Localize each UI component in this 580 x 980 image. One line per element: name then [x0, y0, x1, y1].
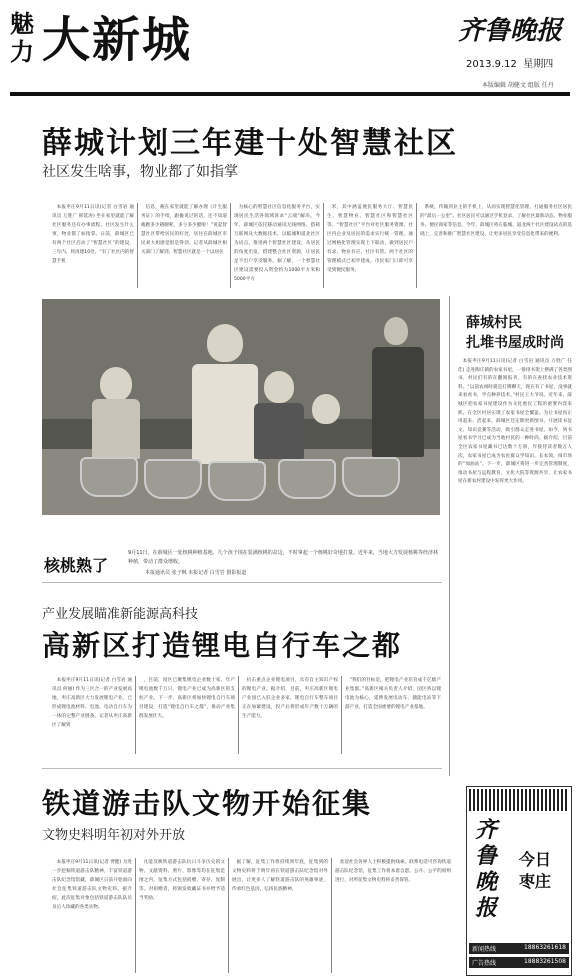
walnut-tub: [80, 457, 138, 497]
child-shirt: [254, 403, 304, 459]
article1-subhead: 社区发生啥事，物业都了如指掌: [42, 164, 238, 180]
article3-column: 据了解，征集工作将持续到年底，征集到的文物史料将于明年初在铁道游击队纪念馆对外展出，让更多人了解铁道游击队的英雄事迹，传承红色基因，弘扬民族精神。: [232, 860, 328, 892]
section-title: 大新城: [42, 12, 193, 68]
column-divider: [416, 203, 417, 288]
walnut-tub: [278, 459, 336, 499]
issue-date: [466, 55, 553, 70]
article3-subhead: 文物史料明年初对外开放: [42, 828, 186, 843]
ad-box: [466, 786, 572, 976]
walnut-tub: [208, 461, 266, 501]
ad-phone-label: 新闻热线: [472, 946, 497, 953]
ad-phone-number: 18883261508: [524, 958, 566, 965]
walnut-tub: [342, 457, 400, 497]
walnut-photo: [42, 299, 440, 515]
column-divider: [135, 858, 136, 973]
child-head: [207, 324, 243, 362]
column-divider: [341, 676, 342, 754]
ad-phone-label: 广告热线: [472, 960, 497, 967]
article2-kicker: 产业发展瞄准新能源高科技: [42, 607, 199, 622]
ad-phone-row: [469, 943, 569, 954]
article2-headline: 高新区打造锂电自行车之都: [42, 629, 403, 662]
article2-column: 本报枣庄9月11日讯(记者 白雪岩 通讯员 何丽) 作为三区合一的产业发展高地，枣庄高新区大力发展锂电产业，已形成锂电池材料、电池、电动自行车为一体的完整产业链条。记者从枣庄高新区了解到: [52, 678, 132, 728]
side-headline-1: 薛城村民: [466, 315, 522, 331]
photo-credit: 本报通讯员 张子枫 本报记者 白雪岩 摄影报道: [145, 570, 247, 576]
adult-head: [384, 317, 408, 345]
column-divider: [323, 203, 324, 288]
ad-brand: 齐鲁晚报: [475, 817, 498, 921]
paper-logo: 齐鲁晚报: [458, 16, 563, 46]
side-story-body: 本报枣庄9月11日讯(记者 白雪岩 通讯员 万胜广 任佳) 走进陶庄镇的农家书屋，一排排书架上摆满了各类图书，村民们有的在翻阅报刊，有的在查找农业技术资料。“以前农闲时就是打牌聊天，现在有了书屋，没事就来看看书，学点种养技术。”村民王大爷说。近年来，薛城区把农家书屋建设作为文化惠民工程的重要内容来抓，在全区村居实现了农家书屋全覆盖。为让书屋真正用起来、活起来，薛城区还定期更新图书，开展读书征文、知识竞赛等活动，吸引群众走进书屋。如今，到书屋看书学习已成为当地村民的一种时尚。据介绍，目前全区农家书屋藏书已达数十万册，年接待读者数万人次，农家书屋已成为农民群众学知识、长本领、闯市场的“加油站”。下一步，薛城区将进一步完善管理制度，推动书屋与远程教育、文化大院等资源共享，让农家书屋在新农村建设中发挥更大作用。: [458, 359, 572, 485]
child-head: [100, 367, 132, 401]
child-head: [312, 394, 340, 424]
child-shirt: [92, 399, 140, 459]
editors-line: 本版编辑 胡健文 组版 任丹: [482, 82, 554, 89]
article3-headline: 铁道游击队文物开始征集: [42, 787, 373, 820]
article1-column: 系统，传输到业主的手机上，从而实现智慧化管理，打通服务社区居民的“最后一公里”。社区居民可以通过手机登录，了解社区最新动态、物业服务、便民商家等信息。今年，薛城区将在临城、道北两个社区建设试点的基础上，完善和推广智慧社区建设，让更多居民享受信息化带来的便利。: [420, 205, 572, 237]
photo-caption: 9月11日，在薛城区一处核桃种植基地，几个孩子围在装满核桃的盆边，不时拿起一个核桃好奇地打量。近年来，当地大力发展核桃等经济林种植，带动了群众增收。: [128, 550, 438, 565]
ad-phone-row: [469, 957, 569, 968]
side-divider: [449, 296, 450, 776]
article1-column: 本报枣庄9月11日讯(记者 白雪岩 通讯员 万胜广 韩延涛) 坐在家里就能了解社区服务还有办事流程、社区发生什么事，物业都了如指掌。日前，薛城区已有两个社区启动了“智慧社区”的建设，三年内，将再建10处。“有了社区内的智慧手机: [52, 205, 134, 264]
column-divider: [135, 676, 136, 754]
adult-shirt: [372, 347, 424, 457]
date: 2013.9.12: [466, 59, 517, 70]
section-rule: [42, 768, 442, 769]
article3-column: 凡能反映铁道游击队抗日斗争历史的文物、文献资料、照片、影像等均在征集范围之内，征集方式包括捐赠、寄存、复制等。对捐赠者，将颁发收藏证书并给予适当奖励。: [139, 860, 225, 901]
article3-column: 本报枣庄9月11日讯(记者 贾健) 为进一步挖掘铁道游击队精神，丰富铁道游击队纪念馆馆藏，薛城区日前开始面向社会征集铁道游击队文物史料。据介绍，此次征集对象包括铁道游击队队员及后人珍藏的各类实物。: [52, 860, 132, 910]
column-divider: [238, 676, 239, 754]
article1-headline: 薛城计划三年建十处智慧社区: [42, 126, 458, 161]
photo-title: 核桃熟了: [44, 556, 109, 575]
column-divider: [228, 858, 229, 973]
child-shirt: [192, 364, 258, 464]
article2-column: 抗击重点企业锂电项目，具有自主知识产权的锂电产业。据介绍，目前，枣庄高新区锂电产业园已入驻企业多家，锂电自行车整车项目正在加紧建设，投产后将形成年产数十万辆的生产能力。: [242, 678, 338, 719]
column-divider: [137, 203, 138, 288]
column-divider: [230, 203, 231, 288]
article1-column: 信息，俺在家里就能了解办理《计生服务证》的手续，跟俺说过的话，还不知道俺跑多少趟腿呢，多亏多少腿啦！”说起智慧社区带给居民的好处，居住在薛城区市民刘大姐感觉很是得劲。记者从薛城区相关部门了解到，智慧社区就是一个以居住: [141, 205, 227, 255]
weekday: 星期四: [523, 59, 554, 70]
article1-column: 为核心的智慧社区信息化服务平台，实现居民生活各领域诉求“云端”解决。今年，薛城区依托移动通讯无线网络、搭载互联网及大数据技术，以临城和道北社区为试点，推进两个智慧社区建设，从居民的角度出发，搭建整合社区资源，让居民足不出户享受服务。据了解，一个智慧社区建设需要投入资金约为1000平方米和5000平方: [234, 205, 320, 282]
ad-stripes: [469, 789, 569, 811]
walnut-tub: [144, 459, 202, 499]
section-vertical-label: 魅力: [10, 10, 34, 66]
child-head: [264, 371, 294, 403]
ad-line-1: 今日: [519, 850, 552, 869]
side-headline-2: 扎堆书屋成时尚: [466, 335, 564, 351]
article2-column: “我们的目标是，把锂电产业培育成千亿级产业集群。”高新区相关负责人介绍，园区将以锂电池为核心，延伸发展电动车、储能电站等下游产业，打造全国重要的锂电产业基地。: [345, 678, 441, 710]
ad-line-2: 枣庄: [519, 872, 552, 891]
article1-column: 米，其中涵盖便民服务大厅、智慧民生、智慧物业、智慧社区和智慧社区等。“智慧社区”平台对社区服务资源、社区内企业及居民的需求实行统一管理，通过网格化管理实现上下联动，做到居民户有求、物业有应、社区有管。两个社区的管理模式已初步建成。市民家门口即可享受到便民服务。: [327, 205, 413, 273]
article3-column: 欢迎社会各界人士积极提供线索。联系电话可咨询铁道游击队纪念馆，征集工作将本着自愿、公开、公平的原则进行，对所征集文物史料将妥善保管。: [335, 860, 451, 883]
column-divider: [331, 858, 332, 973]
section-rule: [42, 582, 442, 583]
masthead-rule: [10, 92, 570, 96]
ad-phone-number: 18863261618: [524, 944, 566, 951]
article2-column: ，目前，园区已聚集锂电企业数十家，年产锂电池数千万只，锂电产业已成为高新区的支柱产业。下一步，高新区将加快锂电自行车项目建设，打造“锂电自行车之都”，推动产业集群发展壮大。: [139, 678, 235, 719]
